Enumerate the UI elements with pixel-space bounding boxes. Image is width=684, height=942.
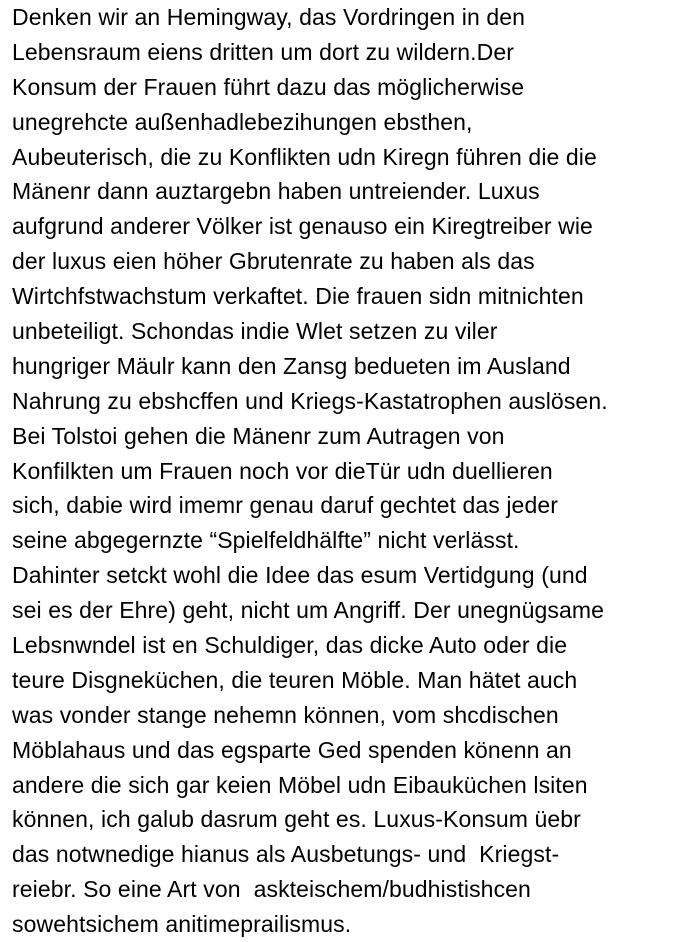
text-line: das notwnedige hianus als Ausbetungs- und Kriegst- — [12, 841, 560, 868]
text-line: andere die sich gar keien Möbel udn Eibauküchen lsiten — [12, 771, 588, 798]
text-line: was vonder stange nehemn können, vom shcdischen — [12, 701, 559, 728]
text-line: Möblahaus und das egsparte Ged spenden könenn an — [12, 736, 572, 763]
text-line: Denken wir an Hemingway, das Vordringen in den — [12, 4, 526, 30]
document-text — [12, 0, 684, 942]
text-line: Lebensraum eiens dritten um dort zu wildern.Der — [12, 38, 514, 65]
text-line: seine abgegernzte “Spielfeldhälfte” nicht verlässt. — [12, 527, 520, 554]
text-line: Dahinter setckt wohl die Idee das esum Vertidgung (und — [12, 562, 588, 589]
text-line: hungriger Mäulr kann den Zansg bedueten im Ausland — [12, 352, 571, 379]
text-line: Mänenr dann auztargebn haben untreiender. Luxus — [12, 178, 540, 205]
text-line: Lebsnwndel ist en Schuldiger, das dicke Auto oder die — [12, 632, 568, 659]
text-line: unbeteiligt. Schondas indie Wlet setzen zu viler — [12, 318, 498, 345]
text-line: teure Disgneküchen, die teuren Möble. Man hätet auch — [12, 666, 578, 693]
text-line: sich, dabie wird imemr genau daruf gechtet das jeder — [12, 492, 558, 519]
text-line: aufgrund anderer Völker ist genauso ein Kiregtreiber wie — [12, 213, 593, 240]
text-line: Aubeuterisch, die zu Konflikten udn Kiregn führen die die — [12, 143, 597, 170]
text-line: der luxus eien höher Gbrutenrate zu haben als das — [12, 248, 535, 275]
text-line: können, ich galub dasrum geht es. Luxus-Konsum üebr — [12, 806, 581, 833]
text-line: Bei Tolstoi gehen die Mänenr zum Autragen von — [12, 422, 505, 449]
text-line: unegrehcte außenhadlebezihungen ebsthen, — [12, 108, 473, 135]
text-line: Nahrung zu ebshcffen und Kriegs-Kastatrophen auslösen. — [12, 387, 608, 414]
text-line: Wirtchfstwachstum verkaftet. Die frauen sidn mitnichten — [12, 283, 584, 310]
text-line: reiebr. So eine Art von askteischem/budhistishcen — [12, 876, 531, 903]
text-line: Konfilkten um Frauen noch vor dieTür udn duellieren — [12, 457, 553, 484]
text-line: sei es der Ehre) geht, nicht um Angriff. Der unegnügsame — [12, 597, 604, 624]
text-line: Konsum der Frauen führt dazu das möglicherwise — [12, 73, 525, 100]
text-line: sowehtsichem anitimeprailismus. — [12, 911, 352, 938]
